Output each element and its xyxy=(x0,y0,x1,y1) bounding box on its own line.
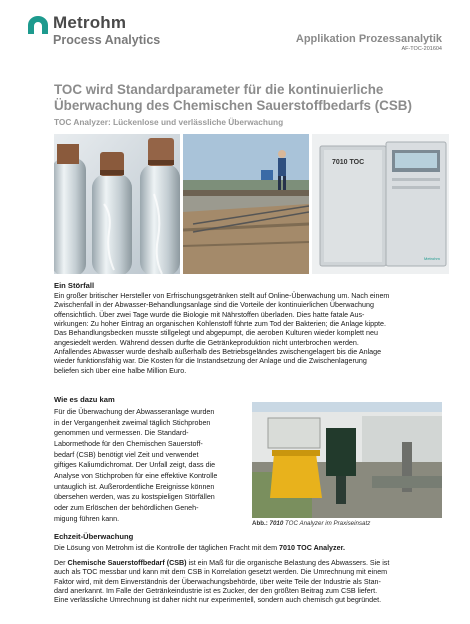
paragraph-line: Für die Überwachung der Abwasseranlage wurden xyxy=(54,408,215,416)
analyzer-brand: Metrohm xyxy=(424,256,440,261)
paragraph-line: oder zum Erlöschen der behördlichen Geneh- xyxy=(54,503,199,512)
section-heading-stoerfall: Ein Störfall xyxy=(54,281,95,290)
paragraph-line: wieder funktionsfähig war. Die Kosten für die Instandsetzung der Anlage und die Zwischenlagerung xyxy=(54,357,367,366)
paragraph-line: genommen und vermessen. Die Standard- xyxy=(54,429,189,438)
echtzeit-product: 7010 TOC Analyzer. xyxy=(279,544,345,552)
paragraph-line: Labormethode für den Chemischen Sauerstoff- xyxy=(54,439,203,448)
toc-analyzer-photo xyxy=(312,134,449,274)
paragraph-line: in der Vergangenheit zweimal täglich Stichproben xyxy=(54,418,211,427)
document-header xyxy=(296,33,442,52)
paragraph-line: Ein großer britischer Hersteller von Erfrischungsgetränken stellt auf Online-Überwachung um. Nach einem xyxy=(54,292,390,300)
section-heading-echtzeit: Echzeit-Überwachung xyxy=(54,532,134,541)
csb-term: Chemische Sauerstoffbedarf (CSB) xyxy=(67,559,187,567)
paragraph-line: offensichtlich. Über zwei Tage wurde die Biologie mit Nährstoffen überladen. Dies hatte fatale Aus- xyxy=(54,310,365,319)
brand-subtitle: Process Analytics xyxy=(53,33,161,47)
paragraph-line: dard anerkannt. Im Falle der Getränkeindustrie ist es Zucker, der den größten Beitrag zum CSB liefert. xyxy=(54,587,378,596)
wastewater-plant-photo xyxy=(183,134,309,274)
analyzer-label: 7010 TOC xyxy=(332,159,365,166)
metrohm-logo-icon xyxy=(26,15,50,35)
paragraph-line: giftiges Kaliumdichromat. Der Unfall zeigt, dass die xyxy=(54,461,216,470)
paragraph-line: Das Behandlungsbecken musste stillgelegt und abgepumpt, die aeroben Kulturen wieder komplett neu xyxy=(54,329,378,338)
paragraph-line: übersehen werden, was zu kostspieligen Störfällen xyxy=(54,493,215,502)
paragraph-line: Analyse von Stichproben für eine effektive Kontrolle xyxy=(54,471,218,480)
paragraph-line: angesiedelt werden. Während dessen durfte die Getränkeproduktion nicht unterbrochen werden. xyxy=(54,338,359,347)
paragraph-line: Faktor wird, mit dem Einverständnis der Überwachungsbehörde, über weite Teile der Industrie als Stan- xyxy=(54,577,381,586)
paragraph-line: Eine verlässliche Umrechnung ist daher nicht nur experimentell, sondern auch chemisch gut begründet. xyxy=(54,596,382,605)
paragraph-line: Zwischenfall in der Abwasser-Behandlungsanlage sind die Vorteile der kontinuierlichen Überwachung xyxy=(54,301,374,310)
metrohm-logo xyxy=(26,14,160,47)
field-installation-photo xyxy=(252,402,442,518)
csb-pre: Der xyxy=(54,559,68,567)
paragraph-line: beliefen sich über eine halbe Million Euro. xyxy=(54,366,187,375)
paragraph-line xyxy=(54,559,466,568)
photo-caption xyxy=(252,520,370,527)
caption-model: 7010 xyxy=(269,520,284,527)
paragraph-line: bedarf (CSB) benötigt viel Zeit und verwendet xyxy=(54,450,199,459)
brand-name: Metrohm xyxy=(53,13,127,32)
page-title: TOC wird Standardparameter für die kontinuierliche Überwachung des Chemischen Sauerstoffbedarfs (CSB) xyxy=(54,82,412,113)
document-id: AF-TOC-201604 xyxy=(401,46,442,52)
csb-first-line: ist ein Maß für die organische Belastung des Abwassers. Sie ist xyxy=(186,559,390,567)
bottles-photo xyxy=(54,134,180,274)
echtzeit-paragraph xyxy=(54,544,464,553)
echtzeit-text: Die Lösung von Metrohm ist die Kontrolle der täglichen Fracht mit dem xyxy=(54,544,280,552)
csb-paragraph xyxy=(54,559,466,606)
paragraph-line: auch als TOC messbar und kann mit dem CSB in Korrelation gesetzt werden. Die Umrechnung mit einem xyxy=(54,568,388,577)
caption-text: TOC Analyzer im Praxiseinsatz xyxy=(283,520,371,527)
page-subtitle: TOC Analyzer: Lückenlose und verlässliche Überwachung xyxy=(54,117,284,127)
photo-strip xyxy=(54,134,452,274)
application-title: Applikation Prozessanalytik xyxy=(295,33,442,45)
paragraph-line: wirkungen: Zu hoher Eintrag an organischen Kohlenstoff führte zum Tod der Bakterien; die Anlage kippte. xyxy=(54,320,386,329)
caption-prefix: Abb.: xyxy=(252,520,270,527)
stoerfall-paragraph xyxy=(54,292,458,376)
wie-paragraph xyxy=(54,407,250,524)
paragraph-line: untauglich ist. Außerordentliche Ereignisse können xyxy=(54,482,215,491)
paragraph-line: migung führen kann. xyxy=(54,514,120,523)
paragraph-line: Anfallendes Abwasser wurde deshalb außerhalb des Betriebsgeländes zwischengelagert bis die Anlage xyxy=(54,348,382,357)
section-heading-wie: Wie es dazu kam xyxy=(54,395,115,404)
